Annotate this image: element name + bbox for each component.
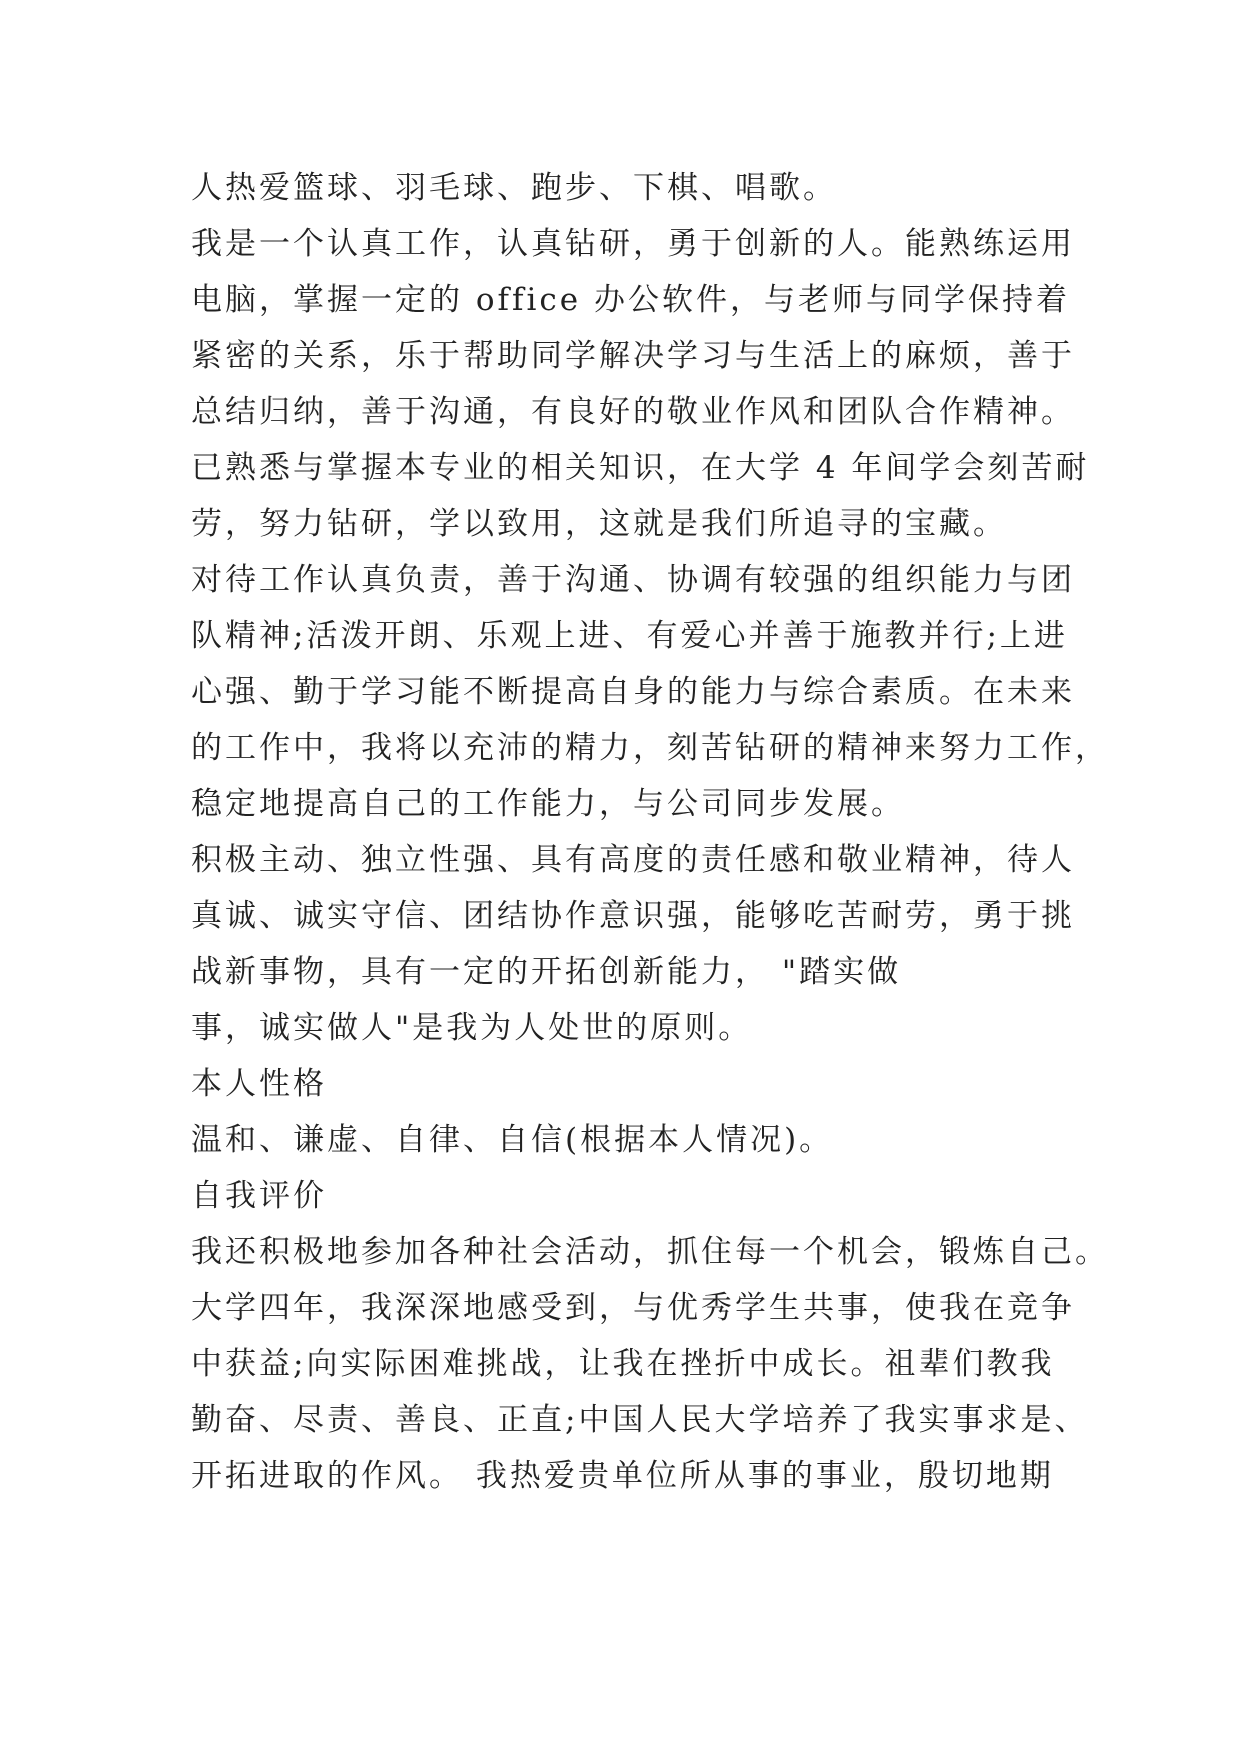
text-line: 紧密的关系，乐于帮助同学解决学习与生活上的麻烦，善于 [191, 338, 1075, 374]
text-line: 勤奋、尽责、善良、正直;中国人民大学培养了我实事求是、 [191, 1402, 1089, 1438]
section-heading-self-evaluation: 自我评价 [191, 1178, 327, 1214]
text-line: 积极主动、独立性强、具有高度的责任感和敬业精神，待人 [191, 842, 1075, 878]
text-line: 已熟悉与掌握本专业的相关知识，在大学 4 年间学会刻苦耐 [191, 450, 1090, 486]
text-line: 大学四年，我深深地感受到，与优秀学生共事，使我在竞争 [191, 1290, 1075, 1326]
text-line: 电脑，掌握一定的 office 办公软件，与老师与同学保持着 [191, 282, 1070, 318]
text-line: 真诚、诚实守信、团结协作意识强，能够吃苦耐劳，勇于挑 [191, 898, 1075, 934]
text-line: 温和、谦虚、自律、自信(根据本人情况)。 [191, 1122, 834, 1158]
text-line: 战新事物，具有一定的开拓创新能力， "踏实做 [191, 954, 902, 990]
text-line: 队精神;活泼开朗、乐观上进、有爱心并善于施教并行;上进 [191, 618, 1068, 654]
text-line: 中获益;向实际困难挑战，让我在挫折中成长。祖辈们教我 [191, 1346, 1055, 1382]
section-heading-personality: 本人性格 [191, 1066, 327, 1102]
text-line: 心强、勤于学习能不断提高自身的能力与综合素质。在未来 [191, 674, 1075, 710]
text-line: 的工作中，我将以充沛的精力，刻苦钻研的精神来努力工作， [191, 730, 1109, 766]
text-line: 劳，努力钻研，学以致用，这就是我们所追寻的宝藏。 [191, 506, 1007, 542]
text-line: 我还积极地参加各种社会活动，抓住每一个机会，锻炼自己。 [191, 1234, 1109, 1270]
text-line: 对待工作认真负责，善于沟通、协调有较强的组织能力与团 [191, 562, 1075, 598]
text-line: 总结归纳，善于沟通，有良好的敬业作风和团队合作精神。 [191, 394, 1075, 430]
text-line: 稳定地提高自己的工作能力，与公司同步发展。 [191, 786, 905, 822]
text-line: 我是一个认真工作，认真钻研，勇于创新的人。能熟练运用 [191, 226, 1075, 262]
text-line: 人热爱篮球、羽毛球、跑步、下棋、唱歌。 [191, 170, 837, 206]
document-body [191, 160, 1109, 1504]
text-line: 事，诚实做人"是我为人处世的原则。 [191, 1010, 753, 1046]
text-line: 开拓进取的作风。 我热爱贵单位所从事的事业，殷切地期 [191, 1458, 1054, 1494]
